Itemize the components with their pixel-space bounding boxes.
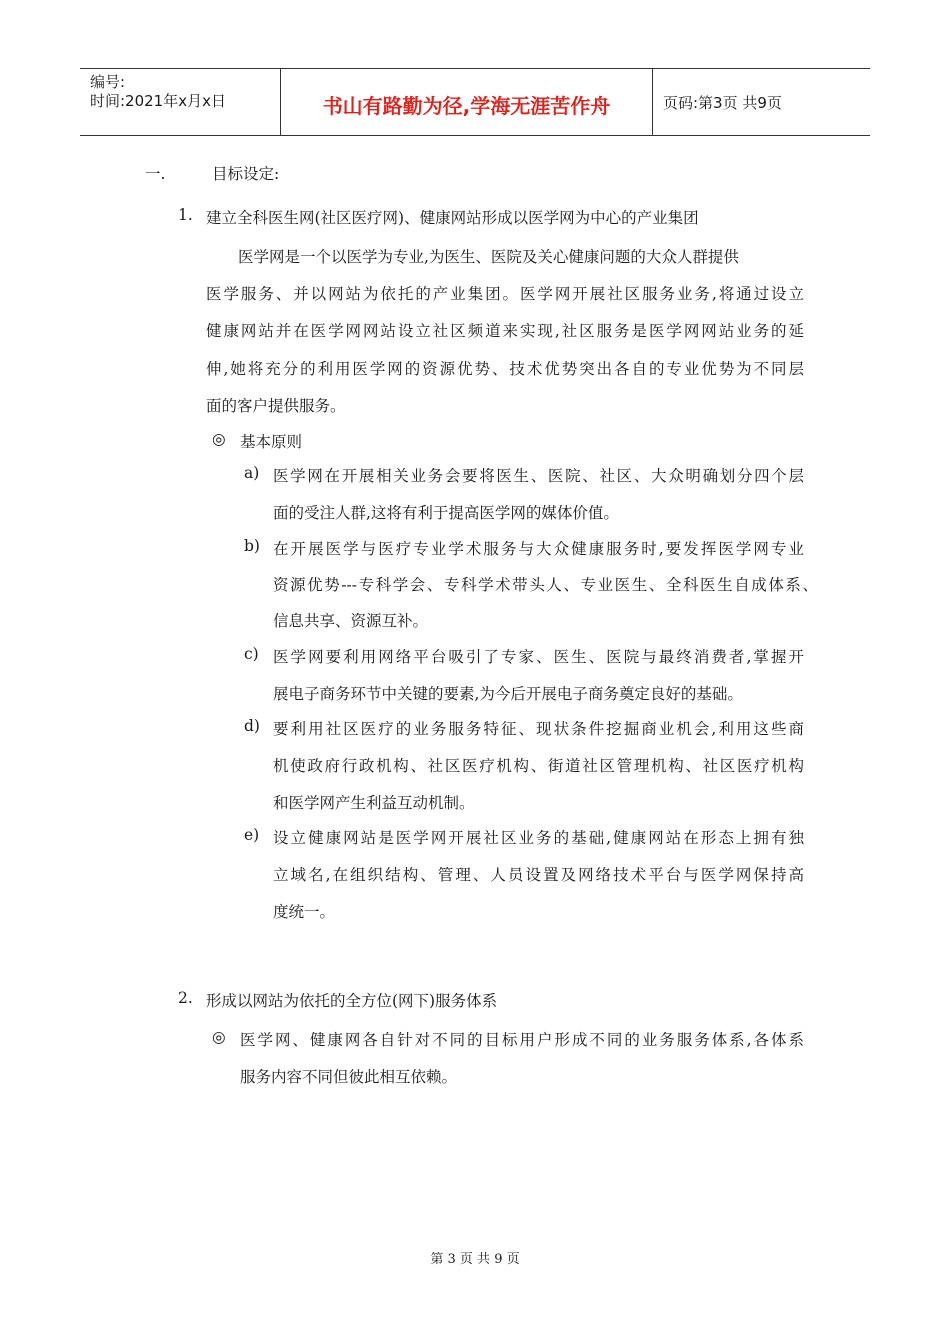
item1-paragraph-line: 伸,她将充分的利用医学网的资源优势、技术优势突出各自的专业优势为不同层 [206,360,804,378]
section-title: 目标设定: [212,165,280,183]
document-header [80,68,870,136]
principle-label: c) [244,645,259,663]
header-left-cell [80,69,281,135]
time-label: 时间:2021年x月x日 [90,92,226,110]
principle-line: 立域名,在组织结构、管理、人员设置及网络技术平台与医学网保持高 [273,866,804,884]
number-label: 编号: [90,73,126,91]
principle-line: 度统一。 [273,903,336,921]
item1-title: 建立全科医生网(社区医疗网)、健康网站形成以医学网为中心的产业集团 [206,209,699,227]
principle-line: 医学网要利用网络平台吸引了专家、医生、医院与最终消费者,掌握开 [273,648,804,666]
item2-line: 服务内容不同但彼此相互依赖。 [240,1068,458,1086]
page-footer: 第 3 页 共 9 页 [430,1252,520,1267]
bullet-icon: ◎ [212,430,226,448]
principle-line: 资源优势---专科学会、专科学术带头人、专业医生、全科医生自成体系、 [273,576,818,594]
principle-line: 要利用社区医疗的业务服务特征、现状条件挖掘商业机会,利用这些商 [273,720,804,738]
principle-line: 机使政府行政机构、社区医疗机构、街道社区管理机构、社区医疗机构 [273,757,804,775]
principle-line: 医学网在开展相关业务会要将医生、医院、社区、大众明确划分四个层 [273,467,804,485]
principle-label: e) [244,826,260,844]
principle-line: 在开展医学与医疗专业学术服务与大众健康服务时,要发挥医学网专业 [273,540,804,558]
item2-line: 医学网、健康网各自针对不同的目标用户形成不同的业务服务体系,各体系 [240,1031,804,1049]
header-motto: 书山有路勤为径,学海无涯苦作舟 [281,69,653,135]
item1-number: 1. [178,206,193,224]
principle-label: d) [244,717,260,735]
bullet-icon: ◎ [212,1028,226,1046]
section-marker: 一. [145,165,166,183]
principle-label: b) [244,537,260,555]
item2-number: 2. [178,989,193,1007]
item1-paragraph-line: 医学服务、并以网站为依托的产业集团。医学网开展社区服务业务,将通过设立 [206,285,804,303]
item1-paragraph-line: 健康网站并在医学网网站设立社区频道来实现,社区服务是医学网网站业务的延 [206,322,804,340]
header-page-label: 页码:第3页 共9页 [663,93,782,112]
item1-paragraph-line: 医学网是一个以医学为专业,为医生、医院及关心健康问题的大众人群提供 [238,248,739,266]
principle-line: 信息共享、资源互补。 [273,612,429,630]
principle-line: 展电子商务环节中关键的要素,为今后开展电子商务奠定良好的基础。 [273,685,743,703]
item2-title: 形成以网站为依托的全方位(网下)服务体系 [206,992,498,1010]
principles-title: 基本原则 [240,433,303,451]
principle-line: 和医学网产生利益互动机制。 [273,794,475,812]
principle-line: 设立健康网站是医学网开展社区业务的基础,健康网站在形态上拥有独 [273,829,804,847]
principle-line: 面的受注人群,这将有利于提高医学网的媒体价值。 [273,504,619,522]
principle-label: a) [244,464,260,482]
item1-paragraph-line: 面的客户提供服务。 [206,397,346,415]
